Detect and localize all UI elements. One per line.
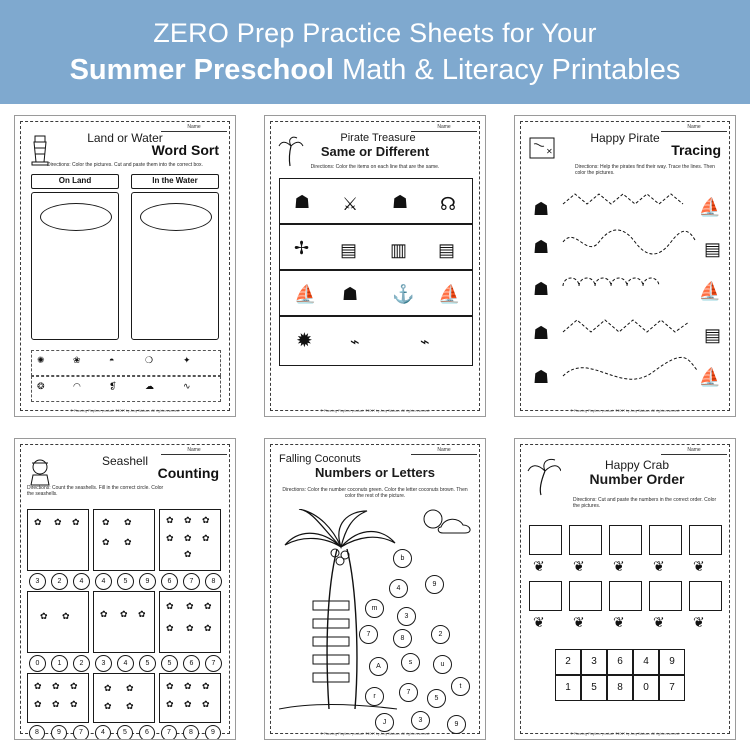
coconut-bubble[interactable]: 3 bbox=[397, 607, 416, 626]
name-line[interactable]: Name bbox=[661, 124, 727, 132]
cut-number[interactable]: 0 bbox=[633, 675, 659, 701]
directions-text: Directions: Color the number coconuts green. Color the letter coconuts brown. Then color the rest of the picture. bbox=[282, 486, 468, 500]
grid-cell-2 bbox=[250, 104, 500, 427]
worksheet-title bbox=[275, 132, 475, 159]
ship-icon: ⛵ bbox=[698, 366, 721, 387]
crab-icon: ❦ bbox=[573, 557, 585, 574]
count-problem-4[interactable]: ✿ ✿ bbox=[27, 591, 89, 653]
paste-box[interactable] bbox=[649, 525, 682, 555]
choice-bubble[interactable]: 5 bbox=[117, 725, 133, 740]
directions-text: Directions: Color the items on each line that are the same. bbox=[310, 163, 440, 170]
coconut-bubble[interactable]: b bbox=[393, 549, 412, 568]
cut-number[interactable]: 2 bbox=[555, 649, 581, 675]
crab-icon: ❀ bbox=[73, 354, 81, 365]
choice-bubble[interactable]: 2 bbox=[73, 655, 90, 672]
choice-bubble[interactable]: 4 bbox=[95, 725, 111, 740]
ship-icon: ⛵ bbox=[698, 196, 721, 217]
title-small: Land or Water bbox=[87, 130, 163, 145]
coconut-bubble[interactable]: u bbox=[433, 655, 452, 674]
title-big: Numbers or Letters bbox=[315, 464, 435, 480]
paste-box[interactable] bbox=[529, 581, 562, 611]
item-row-3[interactable] bbox=[279, 270, 473, 316]
choice-bubble[interactable]: 6 bbox=[183, 655, 200, 672]
worksheet-title bbox=[275, 453, 475, 480]
title-big: Same or Different bbox=[320, 143, 430, 159]
coconut-bubble[interactable]: 9 bbox=[447, 715, 466, 734]
name-line[interactable]: Name bbox=[161, 124, 227, 132]
choice-bubble[interactable]: 5 bbox=[139, 655, 156, 672]
giraffe-icon: ❡ bbox=[109, 380, 117, 391]
choice-bubble[interactable]: 9 bbox=[205, 725, 221, 740]
title-big: Tracing bbox=[671, 141, 721, 158]
cut-number[interactable]: 4 bbox=[633, 649, 659, 675]
title-small: Pirate Treasure bbox=[340, 131, 416, 144]
choice-bubble[interactable]: 7 bbox=[205, 655, 222, 672]
choice-bubble[interactable]: 8 bbox=[183, 725, 199, 740]
title-big: Counting bbox=[157, 464, 219, 481]
crab-icon: ❦ bbox=[653, 613, 665, 630]
title-small: Seashell bbox=[101, 453, 149, 468]
banner-line-2-emphasis: Summer Preschool bbox=[69, 53, 334, 86]
sort-box-in-the-water[interactable] bbox=[131, 192, 219, 340]
choice-bubble[interactable]: 4 bbox=[73, 573, 90, 590]
count-problem-1[interactable]: ✿ ✿ ✿ bbox=[27, 509, 89, 571]
count-problem-6[interactable]: ✿ ✿ ✿ ✿ ✿ ✿ bbox=[159, 591, 221, 653]
grid-cell-4 bbox=[0, 427, 250, 750]
sheet-footer: © Planning Playtime product. ©2017 by Amy Watson. All rights reserved. bbox=[320, 731, 430, 736]
paste-box[interactable] bbox=[609, 525, 642, 555]
title-big: Word Sort bbox=[151, 141, 219, 158]
worksheet-seashell-counting[interactable] bbox=[14, 438, 236, 740]
ship-wheel-icon: ✹ bbox=[296, 329, 313, 352]
lion-icon: ❂ bbox=[37, 380, 45, 391]
pirate-icon: ☗ bbox=[533, 322, 550, 343]
count-problem-8[interactable]: ✿ ✿ ✿ ✿ bbox=[93, 673, 155, 723]
title-big: Number Order bbox=[589, 471, 685, 488]
banner-line-2 bbox=[70, 54, 681, 87]
count-problem-2[interactable]: ✿ ✿ ✿ ✿ bbox=[93, 509, 155, 571]
choice-bubble[interactable]: 5 bbox=[117, 573, 134, 590]
grid-cell-6 bbox=[500, 427, 750, 750]
treasure-chest-icon: ▤ bbox=[703, 324, 721, 345]
paste-box[interactable] bbox=[529, 525, 562, 555]
starfish-icon: ✺ bbox=[37, 354, 45, 365]
cut-number[interactable]: 5 bbox=[581, 675, 607, 701]
cutout-row-2[interactable] bbox=[31, 376, 221, 402]
header-banner bbox=[0, 0, 750, 104]
sun-cloud-icon bbox=[419, 505, 475, 535]
coconut-bubble[interactable]: r bbox=[365, 687, 384, 706]
crab-icon: ❦ bbox=[653, 557, 665, 574]
sort-box-on-land[interactable] bbox=[31, 192, 119, 340]
treasure-chest-icon: ▤ bbox=[703, 238, 721, 259]
svg-text:✕: ✕ bbox=[546, 146, 553, 156]
directions-text: Directions: Count the seashells. Fill in the correct circle. Color the seashells. bbox=[27, 484, 164, 498]
coconut-bubble[interactable]: 2 bbox=[431, 625, 450, 644]
paste-box[interactable] bbox=[689, 581, 722, 611]
grid-cell-1 bbox=[0, 104, 250, 427]
map-scroll-icon: ▥ bbox=[390, 239, 408, 260]
cut-number[interactable]: 9 bbox=[659, 649, 685, 675]
choice-bubble[interactable]: 7 bbox=[161, 725, 177, 740]
choice-bubble[interactable]: 3 bbox=[29, 573, 46, 590]
grid-cell-3 bbox=[500, 104, 750, 427]
crab-icon: ❦ bbox=[693, 557, 705, 574]
choice-bubble[interactable]: 6 bbox=[139, 725, 155, 740]
title-small: Falling Coconuts bbox=[279, 452, 361, 465]
choice-bubble[interactable]: 8 bbox=[29, 725, 45, 740]
count-problem-3[interactable]: ✿ ✿ ✿ ✿ ✿ ✿ ✿ bbox=[159, 509, 221, 571]
item-row-4[interactable] bbox=[279, 316, 473, 366]
worksheet-pirate-treasure-same-or-different[interactable] bbox=[264, 115, 486, 417]
coconut-bubble[interactable]: 5 bbox=[427, 689, 446, 708]
sheet-footer: © Planning Playtime product. ©2017 by Amy Watson. All rights reserved. bbox=[570, 408, 680, 413]
cut-number[interactable]: 7 bbox=[659, 675, 685, 701]
crab-icon: ❦ bbox=[693, 613, 705, 630]
sword-icon: ⚔ bbox=[342, 193, 359, 214]
item-row-1[interactable] bbox=[279, 178, 473, 224]
choice-bubble[interactable]: 5 bbox=[161, 655, 178, 672]
name-line[interactable]: Name bbox=[411, 447, 477, 455]
choice-bubble[interactable]: 9 bbox=[139, 573, 156, 590]
name-line[interactable]: Name bbox=[661, 447, 727, 455]
pirate-icon: ☗ bbox=[294, 191, 311, 212]
pirate-icon: ☗ bbox=[342, 283, 359, 304]
crab-icon: ❦ bbox=[533, 557, 545, 574]
worksheet-grid bbox=[0, 104, 750, 750]
pirate-icon: ☗ bbox=[533, 366, 550, 387]
pirate-icon: ☗ bbox=[533, 278, 550, 299]
paste-box[interactable] bbox=[689, 525, 722, 555]
coconut-bubble[interactable]: m bbox=[365, 599, 384, 618]
count-problem-9[interactable]: ✿ ✿ ✿ ✿ ✿ ✿ bbox=[159, 673, 221, 723]
paste-box[interactable] bbox=[569, 581, 602, 611]
paste-box[interactable] bbox=[569, 525, 602, 555]
sheet-footer: © Planning Playtime product. ©2017 by Amy Watson. All rights reserved. bbox=[570, 731, 680, 736]
worksheet-happy-pirate-tracing[interactable] bbox=[514, 115, 736, 417]
choice-bubble[interactable]: 6 bbox=[161, 573, 178, 590]
cut-number[interactable]: 1 bbox=[555, 675, 581, 701]
tracing-lines bbox=[525, 190, 725, 400]
treasure-chest-icon: ▤ bbox=[340, 239, 358, 260]
title-small: Happy Crab bbox=[604, 457, 670, 472]
pirate-icon: ☗ bbox=[533, 236, 550, 257]
banner-line-2-rest: Math & Literacy Printables bbox=[333, 53, 681, 86]
pirate-icon: ☗ bbox=[392, 191, 409, 212]
worksheet-happy-crab-number-order[interactable] bbox=[514, 438, 736, 740]
count-problem-5[interactable]: ✿ ✿ ✿ bbox=[93, 591, 155, 653]
coconut-bubble[interactable]: 3 bbox=[411, 711, 430, 730]
crab-icon: ❦ bbox=[613, 613, 625, 630]
column-header-on-land: On Land bbox=[31, 174, 119, 189]
choice-bubble[interactable]: 2 bbox=[51, 573, 68, 590]
coconut-bubble[interactable]: s bbox=[401, 653, 420, 672]
dolphin-icon: ◠ bbox=[73, 380, 81, 391]
crab-icon: ❦ bbox=[533, 613, 545, 630]
elephant-icon: ☁ bbox=[145, 380, 154, 391]
cut-number[interactable]: 3 bbox=[581, 649, 607, 675]
choice-bubble[interactable]: 8 bbox=[205, 573, 222, 590]
crab-icon: ❦ bbox=[613, 557, 625, 574]
coconut-bubble[interactable]: t bbox=[451, 677, 470, 696]
paste-box[interactable] bbox=[649, 581, 682, 611]
hook-icon: ☊ bbox=[440, 193, 456, 214]
worksheet-title bbox=[515, 459, 735, 487]
column-header-in-the-water: In the Water bbox=[131, 174, 219, 189]
ship-icon: ⛵ bbox=[438, 283, 461, 304]
banner-line-1: ZERO Prep Practice Sheets for Your bbox=[153, 17, 597, 48]
choice-bubble[interactable]: 0 bbox=[29, 655, 46, 672]
choice-bubble[interactable]: 3 bbox=[95, 655, 112, 672]
pirate-icon: ☗ bbox=[533, 198, 550, 219]
choice-bubble[interactable]: 4 bbox=[117, 655, 134, 672]
telescope-icon: ⌁ bbox=[420, 333, 430, 351]
grid-cell-5 bbox=[250, 427, 500, 750]
parrot-icon: ✢ bbox=[294, 237, 310, 258]
choice-bubble[interactable]: 7 bbox=[73, 725, 89, 740]
coconut-bubble[interactable]: 4 bbox=[389, 579, 408, 598]
bird-icon: ✦ bbox=[183, 354, 191, 365]
paste-box[interactable] bbox=[609, 581, 642, 611]
sheet-footer: © Planning Playtime product. ©2017 by Amy Watson. All rights reserved. bbox=[320, 408, 430, 413]
cut-number[interactable]: 8 bbox=[607, 675, 633, 701]
coconut-bubble[interactable]: 9 bbox=[425, 575, 444, 594]
name-line[interactable]: Name bbox=[161, 447, 227, 455]
turtle-icon: ◓ bbox=[109, 354, 115, 365]
directions-text: Directions: Cut and paste the numbers in the correct order. Color the pictures. bbox=[573, 496, 717, 510]
coconut-bubble[interactable]: 8 bbox=[393, 629, 412, 648]
directions-text: Directions: Color the pictures. Cut and paste them into the correct box. bbox=[47, 161, 203, 168]
choice-bubble[interactable]: 9 bbox=[51, 725, 67, 740]
directions-text: Directions: Help the pirates find their way. Trace the lines. Then color the pictures. bbox=[575, 163, 715, 177]
coconut-bubble[interactable]: J bbox=[375, 713, 394, 732]
count-problem-7[interactable]: ✿ ✿ ✿ ✿ ✿ ✿ bbox=[27, 673, 89, 723]
coconut-bubble[interactable]: 7 bbox=[399, 683, 418, 702]
worksheet-falling-coconuts-numbers-or-letters[interactable] bbox=[264, 438, 486, 740]
coconut-bubble[interactable]: A bbox=[369, 657, 388, 676]
telescope-icon: ⌁ bbox=[350, 333, 360, 351]
ship-icon: ⛵ bbox=[294, 283, 317, 304]
item-row-2[interactable] bbox=[279, 224, 473, 270]
ship-icon: ⛵ bbox=[698, 280, 721, 301]
choice-bubble[interactable]: 7 bbox=[183, 573, 200, 590]
title-small: Happy Pirate bbox=[590, 130, 660, 145]
name-line[interactable]: Name bbox=[411, 124, 477, 132]
coconut-bubble[interactable]: 7 bbox=[359, 625, 378, 644]
choice-bubble[interactable]: 4 bbox=[95, 573, 112, 590]
worksheet-land-or-water-word-sort[interactable] bbox=[14, 115, 236, 417]
anchor-icon: ⚓ bbox=[392, 283, 415, 304]
crab-icon: ❦ bbox=[573, 613, 585, 630]
fish-icon: ❍ bbox=[145, 354, 154, 365]
cutout-row-1[interactable] bbox=[31, 350, 221, 376]
choice-bubble[interactable]: 1 bbox=[51, 655, 68, 672]
treasure-chest-icon: ▤ bbox=[438, 239, 456, 260]
snake-icon: ∿ bbox=[183, 380, 191, 391]
sheet-footer: © Planning Playtime product. ©2017 by Amy Watson. All rights reserved. bbox=[70, 408, 180, 413]
cut-number[interactable]: 6 bbox=[607, 649, 633, 675]
